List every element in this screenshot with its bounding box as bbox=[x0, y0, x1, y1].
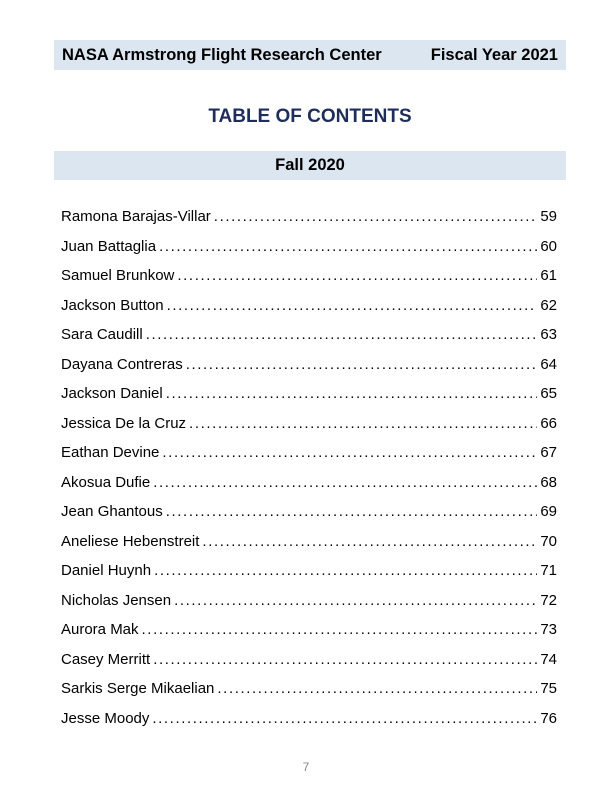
toc-entry[interactable] bbox=[61, 497, 557, 527]
dot-leader bbox=[186, 350, 538, 380]
toc-entry-page: 69 bbox=[540, 503, 557, 520]
dot-leader bbox=[189, 409, 537, 439]
toc-entry[interactable] bbox=[61, 556, 557, 586]
toc-entry-page: 70 bbox=[540, 532, 557, 550]
toc-entry-name: Eathan Devine bbox=[61, 444, 160, 461]
toc-entry-page: 68 bbox=[540, 473, 557, 491]
toc-entry-name: Sara Caudill bbox=[61, 326, 143, 343]
dot-leader bbox=[214, 202, 538, 232]
fiscal-year: Fiscal Year 2021 bbox=[430, 45, 558, 64]
toc-entry[interactable] bbox=[61, 320, 557, 350]
toc-entry-name: Daniel Huynh bbox=[61, 562, 152, 579]
toc-entry[interactable] bbox=[61, 438, 557, 468]
toc-entry-page: 63 bbox=[540, 326, 557, 343]
toc-entry-name: Jackson Daniel bbox=[61, 385, 163, 402]
toc-entry-page: 64 bbox=[540, 355, 557, 373]
toc-entry[interactable] bbox=[61, 674, 557, 704]
dot-leader bbox=[154, 556, 537, 586]
toc-entry[interactable] bbox=[61, 232, 557, 262]
toc-entry[interactable] bbox=[61, 291, 557, 321]
dot-leader bbox=[177, 261, 537, 291]
toc-title: TABLE OF CONTENTS bbox=[208, 106, 412, 127]
toc-entry-page: 71 bbox=[540, 562, 557, 579]
center-name: NASA Armstrong Flight Research Center bbox=[62, 45, 382, 64]
toc-entry[interactable] bbox=[61, 468, 557, 498]
toc-entry-name: Dayana Contreras bbox=[61, 355, 183, 373]
dot-leader bbox=[159, 232, 537, 262]
toc-entry-name: Jesse Moody bbox=[61, 709, 150, 727]
document-header bbox=[54, 40, 566, 70]
toc-entry-page: 65 bbox=[540, 385, 557, 402]
toc-entry[interactable] bbox=[61, 202, 557, 232]
toc-entry-page: 62 bbox=[540, 296, 557, 314]
toc-entry[interactable] bbox=[61, 586, 557, 616]
section-label: Fall 2020 bbox=[275, 156, 345, 174]
section-heading bbox=[54, 151, 566, 180]
toc-entry-page: 67 bbox=[540, 444, 557, 461]
toc-entry[interactable] bbox=[61, 409, 557, 439]
toc-entry[interactable] bbox=[61, 615, 557, 645]
toc-entry-page: 66 bbox=[540, 414, 557, 432]
dot-leader bbox=[217, 674, 537, 704]
toc-entry-name: Casey Merritt bbox=[61, 650, 151, 668]
toc-entry-name: Ramona Barajas-Villar bbox=[61, 208, 211, 225]
toc-entry[interactable] bbox=[61, 261, 557, 291]
dot-leader bbox=[167, 291, 538, 321]
toc-entry[interactable] bbox=[61, 645, 557, 675]
dot-leader bbox=[142, 615, 538, 645]
toc-entry-name: Jessica De la Cruz bbox=[61, 414, 187, 432]
dot-leader bbox=[153, 468, 537, 498]
toc-entry-name: Juan Battaglia bbox=[61, 237, 157, 255]
toc-entry-page: 59 bbox=[540, 208, 557, 225]
dot-leader bbox=[202, 527, 537, 557]
dot-leader bbox=[162, 438, 537, 468]
toc-entry-name: Jean Ghantous bbox=[61, 503, 163, 520]
toc-entry-page: 75 bbox=[540, 680, 557, 697]
dot-leader bbox=[174, 586, 537, 616]
toc-entry-page: 61 bbox=[540, 267, 557, 284]
toc-entry-name: Sarkis Serge Mikaelian bbox=[61, 680, 215, 697]
dot-leader bbox=[153, 645, 537, 675]
toc-entry[interactable] bbox=[61, 379, 557, 409]
page-number: 7 bbox=[302, 760, 310, 774]
dot-leader bbox=[166, 379, 538, 409]
toc-entry-name: Nicholas Jensen bbox=[61, 591, 172, 609]
toc-entry-name: Aneliese Hebenstreit bbox=[61, 532, 200, 550]
toc-entry[interactable] bbox=[61, 527, 557, 557]
toc-entry[interactable] bbox=[61, 350, 557, 380]
toc-entry-name: Aurora Mak bbox=[61, 621, 139, 638]
toc-entry-page: 76 bbox=[540, 709, 557, 727]
dot-leader bbox=[166, 497, 538, 527]
dot-leader bbox=[152, 704, 537, 734]
toc-entry-page: 72 bbox=[540, 591, 557, 609]
toc-entry-name: Jackson Button bbox=[61, 296, 164, 314]
toc-entry-page: 74 bbox=[540, 650, 557, 668]
dot-leader bbox=[146, 320, 538, 350]
toc-entry-name: Akosua Dufie bbox=[61, 473, 151, 491]
toc-list bbox=[61, 202, 557, 733]
toc-entry-page: 73 bbox=[540, 621, 557, 638]
toc-entry-name: Samuel Brunkow bbox=[61, 267, 175, 284]
toc-entry-page: 60 bbox=[540, 237, 557, 255]
toc-entry[interactable] bbox=[61, 704, 557, 734]
